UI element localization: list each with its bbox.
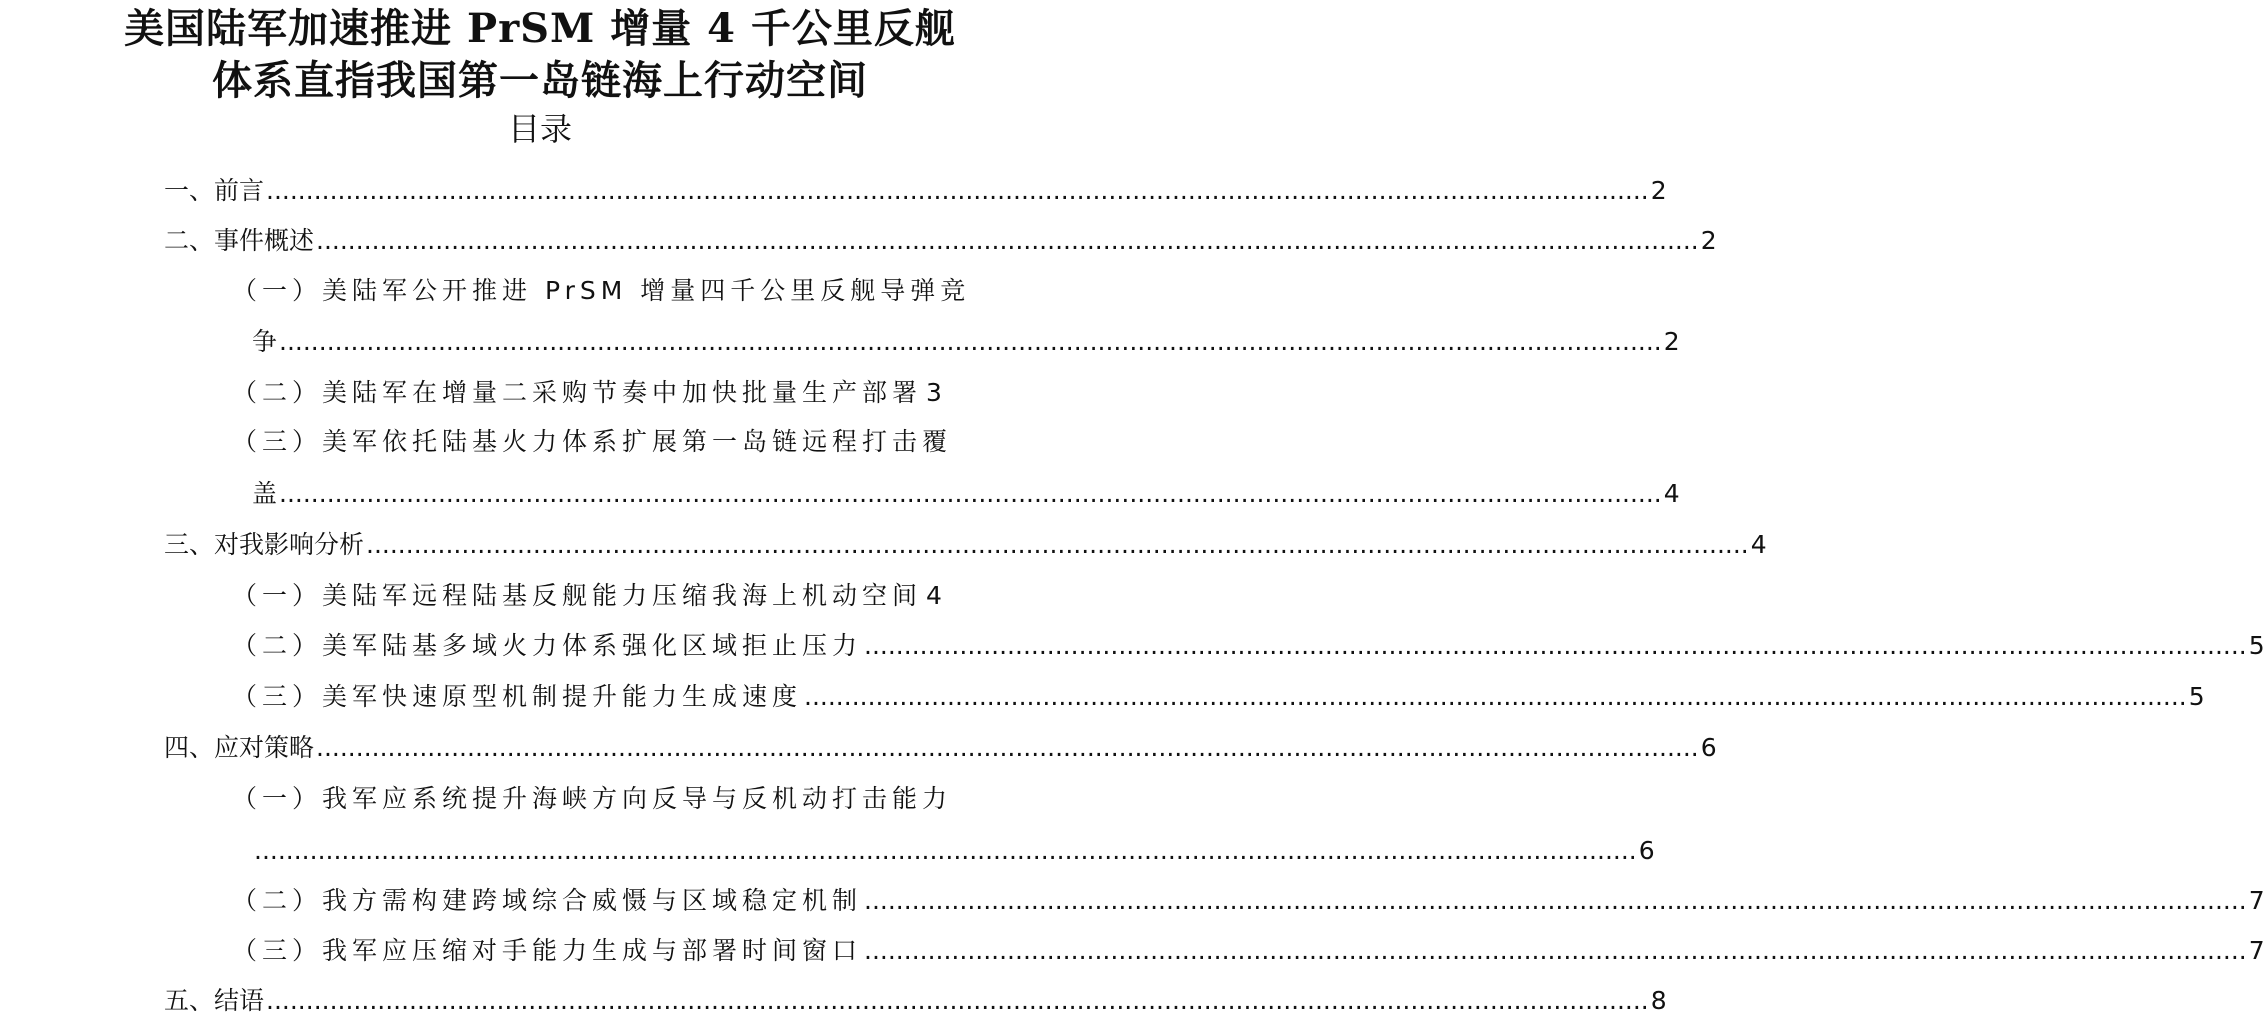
toc-entry-overview[interactable] bbox=[164, 224, 1717, 258]
toc-entry-label: （二）美陆军在增量二采购节奏中加快批量生产部署 bbox=[232, 378, 923, 407]
toc-entry-3-2[interactable] bbox=[232, 629, 2265, 663]
toc-entry-2-2[interactable] bbox=[232, 376, 942, 410]
toc-entry-3-1[interactable] bbox=[232, 579, 942, 613]
toc-leader-dots: .............................................................................................................................................................................. bbox=[864, 886, 2247, 915]
toc-entry-2-3-line1[interactable]: （三）美军依托陆基火力体系扩展第一岛链远程打击覆 bbox=[232, 427, 953, 456]
toc-page-number: 5 bbox=[2188, 682, 2205, 711]
toc-page-number: 2 bbox=[1700, 226, 1717, 255]
toc-entry-label: 三、对我影响分析 bbox=[164, 530, 365, 559]
toc-entry-label: 争 bbox=[252, 327, 278, 356]
toc-leader-dots: .............................................................................................................................................................................. bbox=[316, 226, 1699, 255]
toc-entry-label: （一）美陆军远程陆基反舰能力压缩我海上机动空间 bbox=[232, 581, 923, 610]
toc-leader-dots: .............................................................................................................................................................................. bbox=[316, 733, 1699, 762]
toc-entry-3-3[interactable] bbox=[232, 680, 2205, 714]
toc-entry-4-2[interactable] bbox=[232, 884, 2265, 918]
toc-page-number: 3 bbox=[926, 378, 942, 407]
toc-entry-label: 四、应对策略 bbox=[164, 733, 315, 762]
toc-entry-label: （三）我军应压缩对手能力生成与部署时间窗口 bbox=[232, 936, 863, 965]
toc-leader-dots: .............................................................................................................................................................................. bbox=[254, 836, 1637, 865]
toc-leader-dots: .............................................................................................................................................................................. bbox=[864, 631, 2247, 660]
toc-leader-dots: .............................................................................................................................................................................. bbox=[366, 530, 1749, 559]
toc-page-number: 2 bbox=[1650, 176, 1667, 205]
toc-entry-label: （二）美军陆基多域火力体系强化区域拒止压力 bbox=[232, 631, 863, 660]
toc-entry-label: 一、前言 bbox=[164, 176, 265, 205]
toc-page-number: 6 bbox=[1638, 836, 1655, 865]
toc-page-number: 6 bbox=[1700, 733, 1717, 762]
toc-page-number: 8 bbox=[1650, 986, 1667, 1015]
toc-page-number: 4 bbox=[1663, 479, 1680, 508]
title-line-1: 美国陆军加速推进 PrSM 增量 4 千公里反舰 bbox=[124, 5, 956, 52]
toc-entry-label: 二、事件概述 bbox=[164, 226, 315, 255]
toc-entry-label: 五、结语 bbox=[164, 986, 265, 1015]
toc-entry-countermeasures[interactable] bbox=[164, 731, 1717, 765]
toc-page-number: 7 bbox=[2248, 886, 2265, 915]
toc-leader-dots: .............................................................................................................................................................................. bbox=[266, 176, 1649, 205]
toc-leader-dots: .............................................................................................................................................................................. bbox=[266, 986, 1649, 1015]
toc-page-number: 5 bbox=[2248, 631, 2265, 660]
toc-entry-preface[interactable] bbox=[164, 174, 1667, 208]
toc-entry-label: （三）美军快速原型机制提升能力生成速度 bbox=[232, 682, 803, 711]
toc-entry-4-1-line1[interactable]: （一）我军应系统提升海峡方向反导与反机动打击能力 bbox=[232, 784, 953, 813]
toc-page-number: 4 bbox=[1750, 530, 1767, 559]
toc-page-number: 2 bbox=[1663, 327, 1680, 356]
toc-leader-dots: .............................................................................................................................................................................. bbox=[279, 327, 1662, 356]
toc-heading: 目录 bbox=[507, 110, 572, 148]
title-line-2: 体系直指我国第一岛链海上行动空间 bbox=[212, 57, 868, 104]
toc-entry-label: 盖 bbox=[252, 479, 278, 508]
toc-entry-2-1-line1[interactable]: （一）美陆军公开推进 PrSM 增量四千公里反舰导弹竞 bbox=[232, 276, 971, 305]
toc-entry-2-1-line2[interactable] bbox=[252, 325, 1680, 359]
toc-page-number: 4 bbox=[926, 581, 942, 610]
toc-leader-dots: .............................................................................................................................................................................. bbox=[864, 936, 2247, 965]
toc-leader-dots: .............................................................................................................................................................................. bbox=[279, 479, 1662, 508]
toc-entry-2-3-line2[interactable] bbox=[252, 477, 1680, 511]
toc-entry-label: （二）我方需构建跨域综合威慑与区域稳定机制 bbox=[232, 886, 863, 915]
toc-entry-4-3[interactable] bbox=[232, 934, 2265, 968]
toc-entry-impact-analysis[interactable] bbox=[164, 528, 1767, 562]
toc-entry-4-1-line2[interactable] bbox=[252, 834, 1655, 868]
toc-entry-conclusion[interactable] bbox=[164, 984, 1667, 1018]
toc-page-number: 7 bbox=[2248, 936, 2265, 965]
toc-leader-dots: .............................................................................................................................................................................. bbox=[804, 682, 2187, 711]
